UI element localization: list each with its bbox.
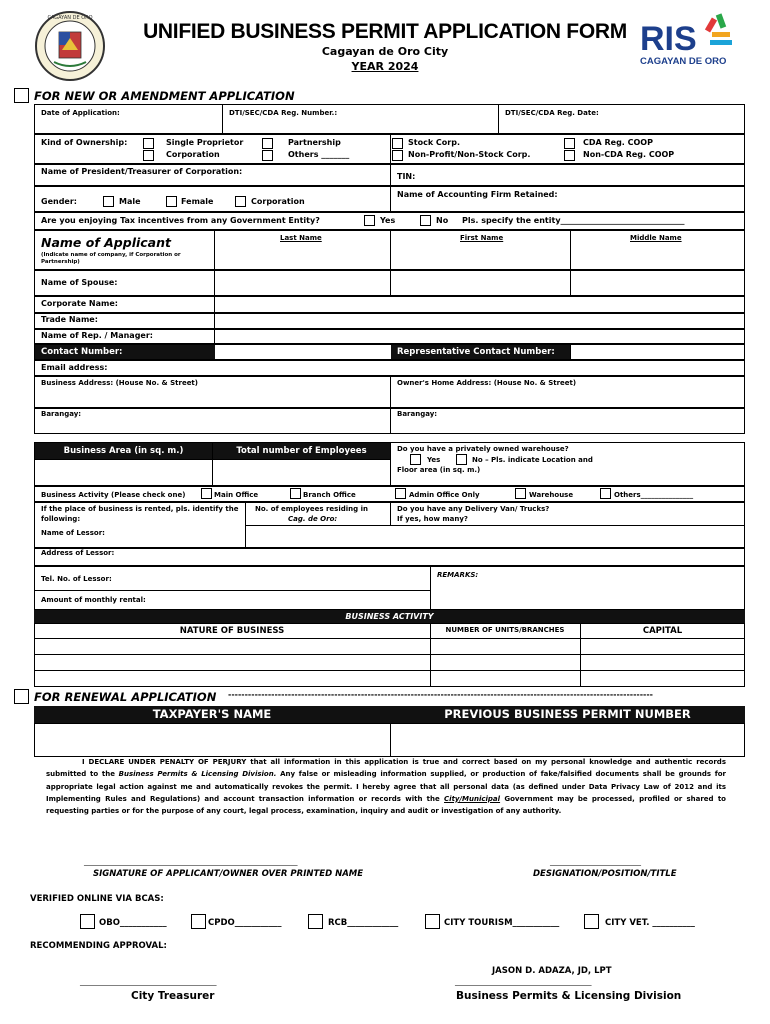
official-line: _______________________________________ xyxy=(455,978,592,986)
reg-date-label: DTI/SEC/CDA Reg. Date: xyxy=(505,109,599,117)
warehouse-yes-checkbox[interactable] xyxy=(410,454,421,465)
trade-name-label: Trade Name: xyxy=(41,315,98,324)
main-office-checkbox[interactable] xyxy=(201,488,212,499)
remarks-label: REMARKS: xyxy=(437,571,479,579)
tin-label: TIN: xyxy=(397,172,416,181)
gender-label: Gender: xyxy=(41,197,77,206)
male-label: Male xyxy=(119,197,141,206)
partnership-label: Partnership xyxy=(288,138,341,147)
branch-office-checkbox[interactable] xyxy=(290,488,301,499)
first-name-header: First Name xyxy=(460,234,504,242)
business-activity-header: BUSINESS ACTIVITY xyxy=(34,610,745,623)
monthly-rental-label: Amount of monthly rental: xyxy=(41,596,146,604)
warehouse-no-checkbox[interactable] xyxy=(456,454,467,465)
reg-number-label: DTI/SEC/CDA Reg. Number.: xyxy=(229,109,338,117)
applicant-signature-line: _____________________________________________________________ xyxy=(84,858,298,866)
admin-office-checkbox[interactable] xyxy=(395,488,406,499)
logo-subtitle: CAGAYAN DE ORO xyxy=(640,56,727,67)
non-cda-coop-label: Non-CDA Reg. COOP xyxy=(583,150,675,159)
warehouse-activity-label: Warehouse xyxy=(529,491,574,499)
president-label: Name of President/Treasurer of Corporation: xyxy=(41,167,243,176)
single-proprietor-checkbox[interactable] xyxy=(143,138,154,149)
cpdo-label: CPDO___________ xyxy=(208,918,282,928)
non-cda-coop-checkbox[interactable] xyxy=(564,150,575,161)
others-label: Others _______ xyxy=(288,150,350,159)
employees-cdo-label-2: Cag. de Oro: xyxy=(288,515,338,523)
warehouse-activity-checkbox[interactable] xyxy=(515,488,526,499)
others-activity-checkbox[interactable] xyxy=(600,488,611,499)
rcb-label: RCB____________ xyxy=(328,918,399,928)
city-treasurer-label: City Treasurer xyxy=(131,990,215,1002)
cpdo-checkbox[interactable] xyxy=(191,914,206,929)
corporate-name-label: Corporate Name: xyxy=(41,299,118,308)
taxpayer-name-label: TAXPAYER'S NAME xyxy=(34,706,390,723)
tax-specify-label: Pls. specify the entity_______________________________ xyxy=(462,216,685,225)
form-row-dates xyxy=(34,104,745,134)
previous-permit-label: PREVIOUS BUSINESS PERMIT NUMBER xyxy=(390,706,745,723)
form-year: YEAR 2024 xyxy=(351,60,419,73)
business-activity-label: Business Activity (Please check one) xyxy=(41,491,186,499)
declaration-part-3: Government may be processed, profiled or shared to requesting parties or for the purpose of any court, legal process, examination, inquiry and audit or investigation of any authority. xyxy=(46,794,726,816)
declaration-part-1: I DECLARE UNDER PENALTY OF PERJURY that all information in this application is true and correct based on my personal knowledge and authentic records submitted to the xyxy=(46,758,726,779)
new-app-section-title: FOR NEW OR AMENDMENT APPLICATION xyxy=(34,89,295,103)
declaration-part-2: Any false or misleading information supplied, or production of fake/falsified documents shall be grounds for appropriate legal action against me and automatically revokes the permit. I hereby agree that all personal data (as defined under Data Privacy Law of 2012 and its Implementing Rules and Regulations) and account transaction information or records with the xyxy=(46,770,727,803)
branch-office-label: Branch Office xyxy=(303,491,356,499)
others-checkbox[interactable] xyxy=(262,150,273,161)
tax-yes-checkbox[interactable] xyxy=(364,215,375,226)
middle-name-header: Middle Name xyxy=(630,234,682,242)
last-name-header: Last Name xyxy=(280,234,322,242)
new-application-checkbox[interactable] xyxy=(14,88,29,103)
employees-cdo-label: No. of employees residing in xyxy=(255,505,368,513)
city-vet-label: CITY VET. __________ xyxy=(605,918,695,928)
others-activity-label: Others_______________ xyxy=(614,491,694,499)
declaration-italic-1: Business Permits & Licensing Division. xyxy=(118,770,277,779)
lessor-address-label: Address of Lessor: xyxy=(41,549,115,557)
delivery-question-2: If yes, how many? xyxy=(397,515,468,523)
col-capital: CAPITAL xyxy=(642,626,683,636)
city-vet-checkbox[interactable] xyxy=(584,914,599,929)
ris-logo xyxy=(638,12,738,68)
gender-corporation-label: Corporation xyxy=(251,197,305,206)
ownership-label: Kind of Ownership: xyxy=(41,138,128,147)
renewal-dashes: -------------------------------------------------------------------------------------------------------------------------------- xyxy=(228,690,653,699)
form-title: UNIFIED BUSINESS PERMIT APPLICATION FORM xyxy=(143,20,627,43)
barangay-label: Barangay: xyxy=(41,410,82,418)
employees-label: Total number of Employees xyxy=(213,443,390,459)
partnership-checkbox[interactable] xyxy=(262,138,273,149)
email-label: Email address: xyxy=(41,363,108,372)
tax-yes-label: Yes xyxy=(380,216,396,225)
bpld-label: Business Permits & Licensing Division xyxy=(456,990,682,1002)
city-tourism-label: CITY TOURISM___________ xyxy=(444,918,560,928)
female-label: Female xyxy=(181,197,214,206)
applicant-name-note: (Indicate name of company, if Corporation or Partnership) xyxy=(41,252,181,265)
business-address-label: Business Address: (House No. & Street) xyxy=(41,379,198,387)
nonprofit-checkbox[interactable] xyxy=(392,150,403,161)
designation-label: DESIGNATION/POSITION/TITLE xyxy=(533,869,677,879)
stock-corp-checkbox[interactable] xyxy=(392,138,403,149)
col-number-of-units: NUMBER OF UNITS/BRANCHES xyxy=(445,626,565,634)
city-name: Cagayan de Oro City xyxy=(321,45,449,58)
obo-label: OBO___________ xyxy=(99,918,167,928)
renewal-checkbox[interactable] xyxy=(14,689,29,704)
business-area-label: Business Area (in sq. m.) xyxy=(35,443,212,459)
spouse-label: Name of Spouse: xyxy=(41,278,118,287)
corporation-checkbox[interactable] xyxy=(143,150,154,161)
recommending-approval-label: RECOMMENDING APPROVAL: xyxy=(30,941,167,951)
tax-no-label: No xyxy=(436,216,449,225)
designation-line: __________________________ xyxy=(550,858,641,866)
warehouse-question: Do you have a privately owned warehouse? xyxy=(397,445,569,453)
rcb-checkbox[interactable] xyxy=(308,914,323,929)
applicant-name-title: Name of Applicant xyxy=(41,235,171,250)
obo-checkbox[interactable] xyxy=(80,914,95,929)
tax-no-checkbox[interactable] xyxy=(420,215,431,226)
rep-contact-label: Representative Contact Number: xyxy=(391,345,571,359)
accounting-firm-label: Name of Accounting Firm Retained: xyxy=(397,190,558,199)
applicant-signature-label: SIGNATURE OF APPLICANT/OWNER OVER PRINTED NAME xyxy=(93,869,364,879)
nonprofit-label: Non-Profit/Non-Stock Corp. xyxy=(408,150,531,159)
contact-number-label: Contact Number: xyxy=(35,345,215,359)
date-of-application-label: Date of Application: xyxy=(41,109,120,117)
male-checkbox[interactable] xyxy=(103,196,114,207)
cda-coop-checkbox[interactable] xyxy=(564,138,575,149)
stock-corp-label: Stock Corp. xyxy=(408,138,461,147)
barangay-label-owner: Barangay: xyxy=(397,410,438,418)
corporation-label: Corporation xyxy=(166,150,220,159)
renewal-section-title: FOR RENEWAL APPLICATION xyxy=(34,690,217,704)
official-name: JASON D. ADAZA, JD, LPT xyxy=(492,966,612,976)
warehouse-yes-label: Yes xyxy=(427,456,441,464)
single-proprietor-label: Single Proprietor xyxy=(166,138,244,147)
gender-corporation-checkbox[interactable] xyxy=(235,196,246,207)
city-tourism-checkbox[interactable] xyxy=(425,914,440,929)
lessor-name-label: Name of Lessor: xyxy=(41,529,105,537)
rep-manager-label: Name of Rep. / Manager: xyxy=(41,331,153,340)
declaration-text xyxy=(46,756,726,817)
warehouse-no-label: No – Pls. indicate Location and xyxy=(472,456,593,464)
treasurer-line: _______________________________________ xyxy=(80,978,217,986)
tax-incentive-question: Are you enjoying Tax incentives from any Government Entity? xyxy=(41,216,320,225)
svg-text:CAGAYAN DE ORO: CAGAYAN DE ORO xyxy=(47,15,93,21)
col-nature-of-business: NATURE OF BUSINESS xyxy=(179,626,285,636)
svg-text:RIS: RIS xyxy=(640,20,697,58)
female-checkbox[interactable] xyxy=(166,196,177,207)
delivery-question: Do you have any Delivery Van/ Trucks? xyxy=(397,505,550,513)
lessor-tel-label: Tel. No. of Lessor: xyxy=(41,575,112,583)
warehouse-floor-label: Floor area (in sq. m.) xyxy=(397,466,481,474)
cda-coop-label: CDA Reg. COOP xyxy=(583,138,653,147)
admin-office-label: Admin Office Only xyxy=(409,491,480,499)
declaration-italic-2: City/Municipal xyxy=(444,794,501,803)
main-office-label: Main Office xyxy=(214,491,259,499)
owner-address-label: Owner's Home Address: (House No. & Street) xyxy=(397,379,577,387)
rented-label: If the place of business is rented, pls. identify the following: xyxy=(41,505,239,523)
verified-bcas-label: VERIFIED ONLINE VIA BCAS: xyxy=(30,894,164,904)
